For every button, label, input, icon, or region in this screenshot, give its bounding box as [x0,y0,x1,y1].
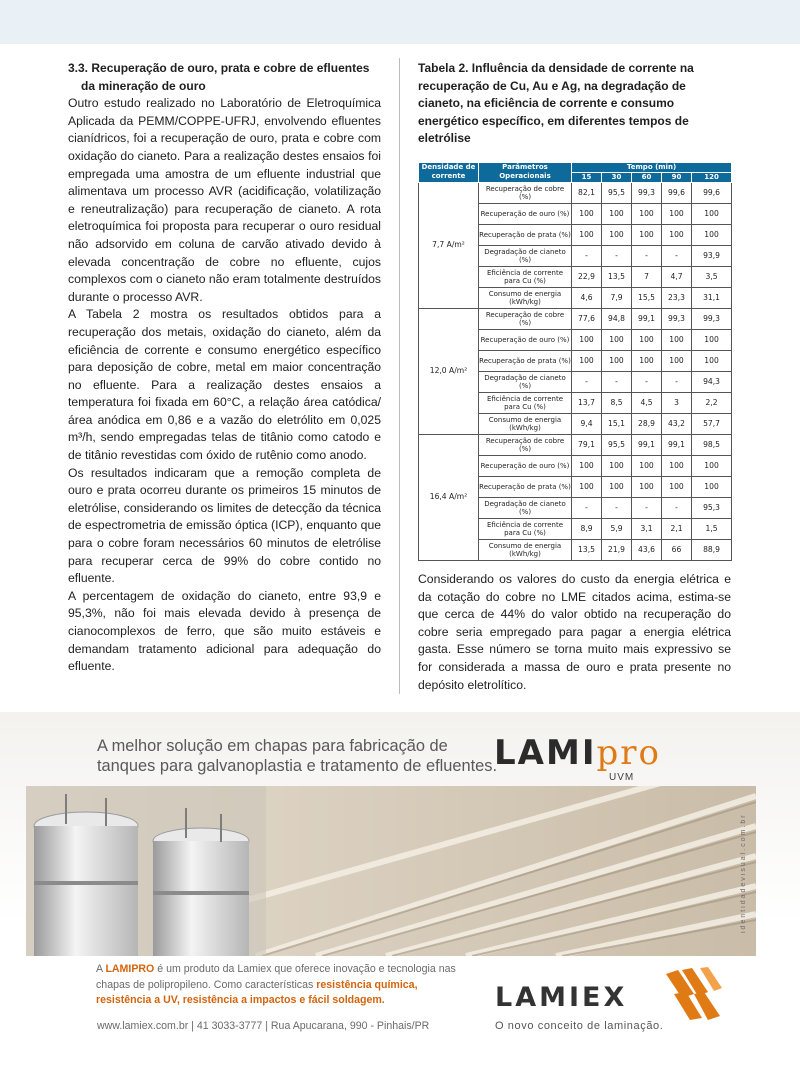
lamiex-slogan: O novo conceito de laminação. [495,1020,664,1032]
value-cell: 15,5 [632,287,662,308]
header-time-15: 15 [572,172,602,182]
value-cell: 100 [632,476,662,497]
value-cell: 99,6 [662,182,692,203]
header-time-90: 90 [662,172,692,182]
density-cell: 16,4 A/m² [419,434,479,560]
value-cell: 43,2 [662,413,692,434]
value-cell: 13,5 [602,266,632,287]
paragraph: A percentagem de oxidação do cianeto, entre 93,9 e 95,3%, não foi mais elevada devido à presença de cianocomplexos de ferro, que são muito estáveis e demandam tratamento adicional para adequação do efluente. [68,588,381,674]
value-cell: 28,9 [632,413,662,434]
density-cell: 7,7 A/m² [419,182,479,308]
param-cell: Recuperação de cobre (%) [479,182,572,203]
value-cell: 100 [632,329,662,350]
value-cell: - [602,497,632,518]
value-cell: 1,5 [692,518,732,539]
density-cell: 12,0 A/m² [419,308,479,434]
table-caption: Tabela 2. Influência da densidade de corrente na recuperação de Cu, Au e Ag, na degradação de cianeto, na eficiência de corrente e consumo energético específico, em diferentes tempos de eletrólise [418,61,694,146]
value-cell: - [572,371,602,392]
value-cell: 22,9 [572,266,602,287]
value-cell: 100 [602,476,632,497]
value-cell: 100 [632,224,662,245]
ad-description [96,962,456,1009]
table-row [419,308,732,329]
header-time-30: 30 [602,172,632,182]
value-cell: 100 [572,455,602,476]
value-cell: - [662,245,692,266]
value-cell: 100 [602,203,632,224]
param-cell: Degradação de cianeto (%) [479,245,572,266]
value-cell: 4,6 [572,287,602,308]
value-cell: 100 [692,476,732,497]
value-cell: 43,6 [632,539,662,560]
value-cell: 100 [602,224,632,245]
paragraph: A Tabela 2 mostra os resultados obtidos para a recuperação dos metais, oxidação do cianeto, além da eficiência de corrente e consumo energético específico para deposição de cobre, metal em maior concentração no efluente. Para a realização destes ensaios a temperatura foi fixada em 60°C, a relação área catódica/área anódica em 0,86 e a vazão do eletrólito em 0,025 m³/h, sendo empregadas telas de titânio como catodo e de titânio revestidas com óxido de rutênio como anodo. [68,307,381,463]
value-cell: 93,9 [692,245,732,266]
header-density: Densidade de corrente [419,162,479,182]
value-cell: 100 [662,203,692,224]
paragraph: Outro estudo realizado no Laboratório de Eletroquímica Aplicada da PEMM/COPPE-UFRJ, envolvendo efluentes cianídricos, foi a recuperação de ouro, prata e cobre com oxidação do cianeto. Para a realização destes ensaios foi empregada uma amostra de um efluente industrial que alimentava um processo AVR (acidificação, volatilização e reneutralização) para recuperação de cianeto. A rota eletroquímica foi proposta para recuperar o ouro residual não adsorvido em coluna de carvão ativado devido à elevada concentração de cobre no efluente, cujos complexos com o cianeto não eram totalmente destruídos durante o processo AVR. [68,96,381,304]
param-cell: Consumo de energia (kWh/kg) [479,413,572,434]
value-cell: 99,3 [692,308,732,329]
right-text [418,571,731,694]
value-cell: 100 [602,329,632,350]
value-cell: - [572,245,602,266]
value-cell: 100 [692,203,732,224]
value-cell: 31,1 [692,287,732,308]
value-cell: 100 [602,455,632,476]
value-cell: 95,5 [602,434,632,455]
column-divider [399,58,400,694]
param-cell: Recuperação de prata (%) [479,224,572,245]
value-cell: 95,3 [692,497,732,518]
value-cell: - [632,371,662,392]
value-cell: 7 [632,266,662,287]
param-cell: Eficiência de corrente para Cu (%) [479,518,572,539]
lamipro-logo [494,735,661,771]
ad-text-b: é um produto da Lamiex que oferece inovação e tecnologia nas chapas de polipropileno. Como características [96,963,456,991]
value-cell: 7,9 [602,287,632,308]
param-cell: Eficiência de corrente para Cu (%) [479,392,572,413]
paragraph: Os resultados indicaram que a remoção completa de ouro e prata ocorreu durante os primeiros 15 minutos de eletrólise, considerando os limites de detecção da técnica de espectrometria de emissão óptica (ICP), enquanto que para o cobre foram necessários 60 minutos de eletrólise para recuperar cerca de 99% do cobre contido no efluente. [68,465,381,586]
value-cell: 94,8 [602,308,632,329]
param-cell: Eficiência de corrente para Cu (%) [479,266,572,287]
value-cell: - [572,497,602,518]
value-cell: 100 [602,350,632,371]
table-wrapper [418,162,731,561]
param-cell: Recuperação de ouro (%) [479,203,572,224]
header-params: Parâmetros Operacionais [479,162,572,182]
paragraph: Considerando os valores do custo da energia elétrica e da cotação do cobre no LME citados acima, estima-se que cerca de 44% do valor obtido na recuperação do cobre seria empregado para pagar a energia elétrica gasta. Esse número se torna muito mais expressivo se for considerada a massa de ouro e prata presente no depósito eletrolítico. [418,571,731,692]
value-cell: 8,9 [572,518,602,539]
value-cell: 100 [662,476,692,497]
ad-text-brand: LAMIPRO [105,963,155,975]
value-cell: 82,1 [572,182,602,203]
ad-headline-line1: A melhor solução em chapas para fabricação de [97,737,448,755]
value-cell: 100 [662,350,692,371]
ad-text-a: A [96,963,106,975]
top-band [0,0,800,44]
logo-lami-text: LAMI [494,733,597,773]
value-cell: 99,6 [692,182,732,203]
value-cell: 99,1 [662,434,692,455]
header-time-60: 60 [632,172,662,182]
value-cell: 57,7 [692,413,732,434]
section-heading-line2: da mineração de ouro [81,78,206,93]
left-column [68,60,381,676]
ad-contact: www.lamiex.com.br | 41 3033-3777 | Rua Apucarana, 990 - Pinhais/PR [97,1020,430,1032]
value-cell: 9,4 [572,413,602,434]
product-photo [26,786,756,956]
value-cell: 100 [632,203,662,224]
value-cell: - [662,497,692,518]
value-cell: 100 [692,350,732,371]
header-time-120: 120 [692,172,732,182]
ad-text-highlight: resistência química, resistência a UV, resistência a impactos e fácil soldagem. [96,978,418,1007]
value-cell: 100 [572,329,602,350]
advertisement [0,712,800,1066]
param-cell: Degradação de cianeto (%) [479,497,572,518]
logo-uvm-text: UVM [609,772,635,783]
lamiex-mark-icon [660,964,726,1024]
value-cell: - [632,497,662,518]
value-cell: 99,3 [632,182,662,203]
param-cell: Recuperação de prata (%) [479,476,572,497]
value-cell: 88,9 [692,539,732,560]
value-cell: 100 [692,455,732,476]
param-cell: Consumo de energia (kWh/kg) [479,287,572,308]
value-cell: 15,1 [602,413,632,434]
table-row [419,434,732,455]
section-heading [68,60,381,95]
value-cell: 100 [662,455,692,476]
value-cell: 100 [572,350,602,371]
value-cell: 4,5 [632,392,662,413]
param-cell: Recuperação de ouro (%) [479,455,572,476]
param-cell: Recuperação de ouro (%) [479,329,572,350]
value-cell: 79,1 [572,434,602,455]
product-photo-illustration [26,786,756,956]
section-heading-line1: 3.3. Recuperação de ouro, prata e cobre de efluentes [68,61,370,75]
value-cell: 8,5 [602,392,632,413]
value-cell: 100 [572,476,602,497]
value-cell: 5,9 [602,518,632,539]
value-cell: 100 [632,350,662,371]
value-cell: 77,6 [572,308,602,329]
value-cell: 94,3 [692,371,732,392]
value-cell: 3,5 [692,266,732,287]
ad-vertical-credit: identidadevisual.com.br [740,813,747,933]
right-column [418,60,731,694]
value-cell: 3,1 [632,518,662,539]
value-cell: 99,1 [632,434,662,455]
value-cell: 100 [662,329,692,350]
value-cell: 21,9 [602,539,632,560]
param-cell: Recuperação de prata (%) [479,350,572,371]
value-cell: - [602,371,632,392]
value-cell: 100 [572,203,602,224]
logo-pro-text: pro [596,733,661,773]
value-cell: 100 [572,224,602,245]
table-row [419,182,732,203]
value-cell: 4,7 [662,266,692,287]
param-cell: Consumo de energia (kWh/kg) [479,539,572,560]
value-cell: 66 [662,539,692,560]
value-cell: 100 [632,455,662,476]
header-time: Tempo (min) [572,162,732,172]
value-cell: 100 [662,224,692,245]
value-cell: 99,3 [662,308,692,329]
value-cell: - [632,245,662,266]
value-cell: 13,7 [572,392,602,413]
value-cell: 100 [692,224,732,245]
results-table [418,162,732,561]
ad-headline-line2: tanques para galvanoplastia e tratamento de efluentes. [97,757,498,775]
value-cell: 2,1 [662,518,692,539]
value-cell: 95,5 [602,182,632,203]
value-cell: 3 [662,392,692,413]
param-cell: Degradação de cianeto (%) [479,371,572,392]
ad-headline [97,736,497,776]
param-cell: Recuperação de cobre (%) [479,434,572,455]
value-cell: 100 [692,329,732,350]
param-cell: Recuperação de cobre (%) [479,308,572,329]
value-cell: 2,2 [692,392,732,413]
value-cell: 13,5 [572,539,602,560]
value-cell: 98,5 [692,434,732,455]
lamiex-logo: LAMIEX [495,982,628,1013]
value-cell: - [662,371,692,392]
value-cell: 99,1 [632,308,662,329]
value-cell: 23,3 [662,287,692,308]
value-cell: - [602,245,632,266]
